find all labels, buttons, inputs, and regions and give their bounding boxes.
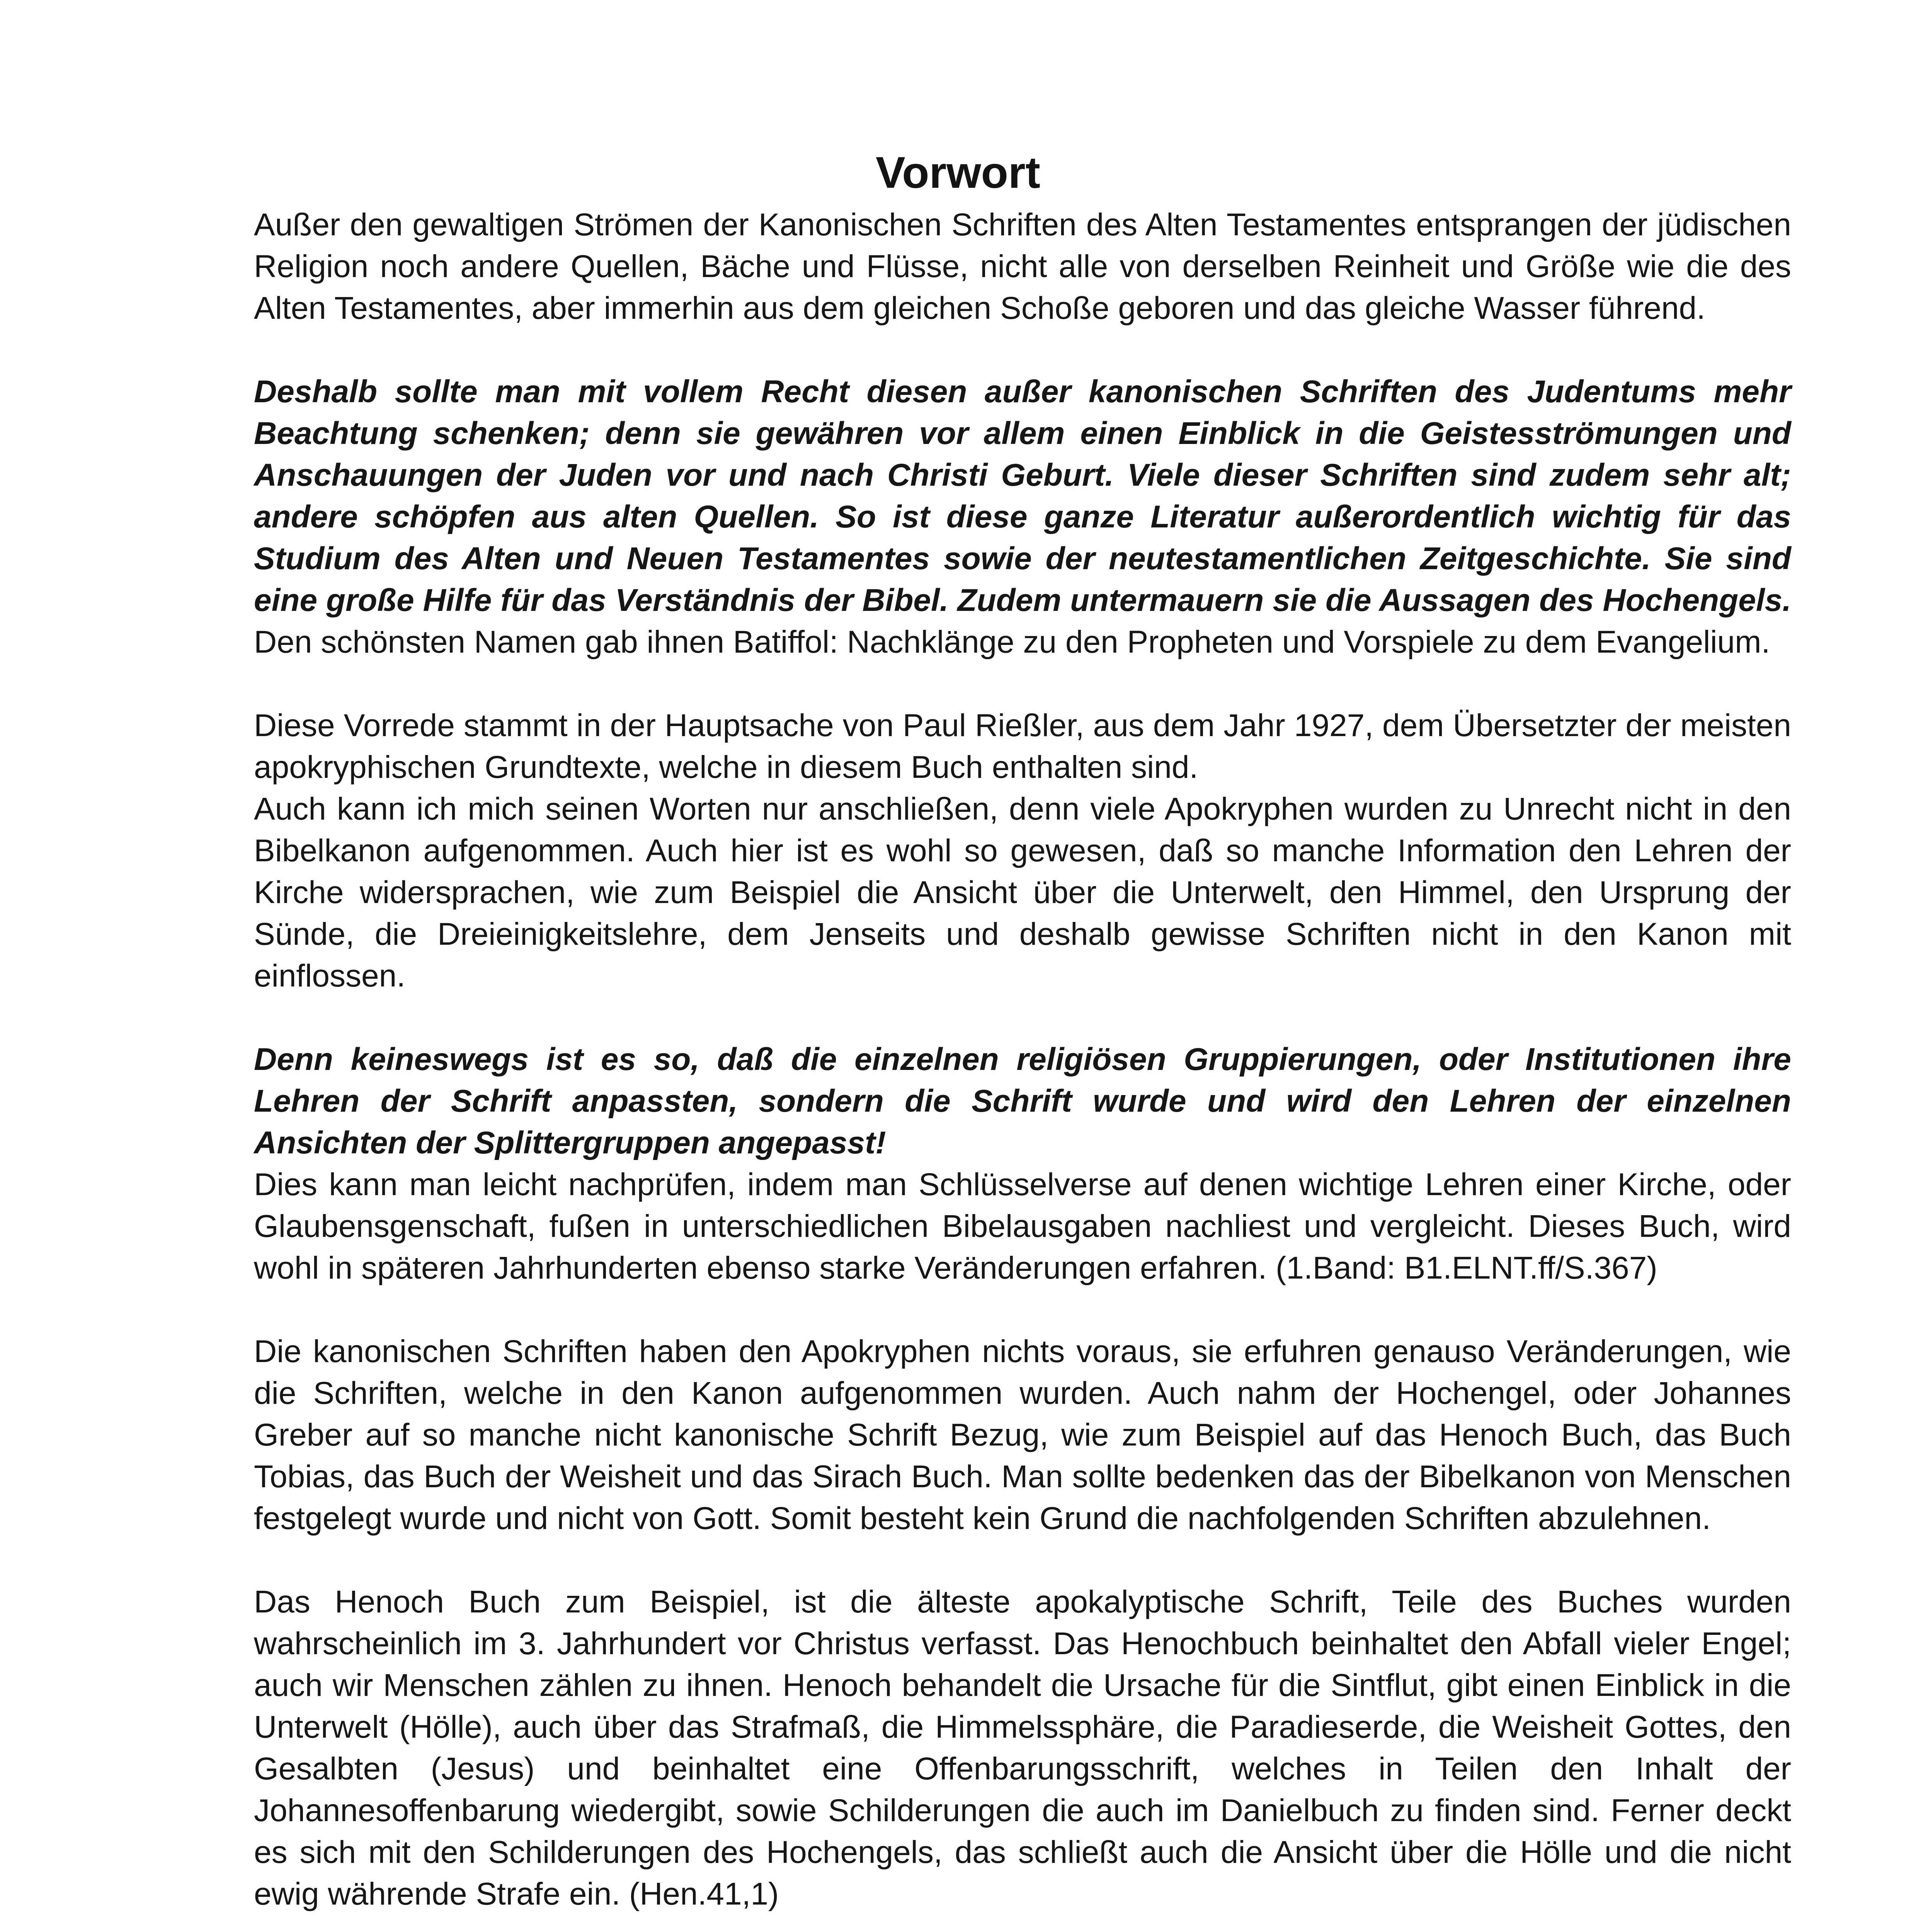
paragraph-6 (254, 1164, 1791, 1289)
paragraph-2-emphasis: Deshalb sollte man mit vollem Recht diesen außer kanonischen Schriften des Judentums mehr Beachtung schenken; denn sie gewähren vor allem einen Einblick in die Geistesströmungen und Anschauungen der Juden vor und nach Christi Geburt. Viele dieser Schriften sind zudem sehr alt; andere schöpfen aus alten Quellen. So ist diese ganze Literatur außerordentlich wichtig für das Studium des Alten und Neuen Testamentes sowie der neutestamentlichen Zeitgeschichte. Sie sind eine große Hilfe für das Verständnis der Bibel. Zudem untermauern sie die Aussagen des Hochengels. (254, 374, 1791, 618)
body-text (254, 204, 1791, 1932)
page-title: Vorwort (876, 148, 1040, 197)
paragraph-2 (254, 371, 1791, 663)
paragraph-7 (254, 1331, 1791, 1539)
paragraph-4-text: Auch kann ich mich seinen Worten nur anschließen, denn viele Apokryphen wurden zu Unrecht nicht in den Bibelkanon aufgenommen. Auch hier ist es wohl so gewesen, daß so manche Information den Lehren der Kirche widersprachen, wie zum Beispiel die Ansicht über die Unterwelt, den Himmel, den Ursprung der Sünde, die Dreieinigkeitslehre, dem Jenseits und deshalb gewisse Schriften nicht in den Kanon mit einflossen. (254, 791, 1791, 993)
paragraph-8 (254, 1581, 1791, 1915)
paragraph-4 (254, 788, 1791, 997)
paragraph-1 (254, 204, 1791, 329)
paragraph-5-emphasis: Denn keineswegs ist es so, daß die einzelnen religiösen Gruppierungen, oder Institutionen ihre Lehren der Schrift anpassten, sondern die Schrift wurde und wird den Lehren der einzelnen Ansichten der Splittergruppen angepasst! (254, 1042, 1791, 1160)
paragraph-2-text: Den schönsten Namen gab ihnen Batiffol: Nachklänge zu den Propheten und Vorspiele zu dem Evangelium. (254, 624, 1770, 660)
paragraph-7-text: Die kanonischen Schriften haben den Apokryphen nichts voraus, sie erfuhren genauso Veränderungen, wie die Schriften, welche in den Kanon aufgenommen wurden. Auch nahm der Hochengel, oder Johannes Greber auf so manche nicht kanonische Schrift Bezug, wie zum Beispiel auf das Henoch Buch, das Buch Tobias, das Buch der Weisheit und das Sirach Buch. Man sollte bedenken das der Bibelkanon von Menschen festgelegt wurde und nicht von Gott. Somit besteht kein Grund die nachfolgenden Schriften abzulehnen. (254, 1334, 1791, 1536)
paragraph-5 (254, 1039, 1791, 1164)
paragraph-1-text: Außer den gewaltigen Strömen der Kanonischen Schriften des Alten Testamentes entsprangen der jüdischen Religion noch andere Quellen, Bäche und Flüsse, nicht alle von derselben Reinheit und Größe wie die des Alten Testamentes, aber immerhin aus dem gleichen Schoße geboren und das gleiche Wasser führend. (254, 207, 1791, 326)
paragraph-3-text: Diese Vorrede stammt in der Hauptsache von Paul Rießler, aus dem Jahr 1927, dem Übersetzter der meisten apokryphischen Grundtexte, welche in diesem Buch enthalten sind. (254, 708, 1791, 785)
paragraph-6-text: Dies kann man leicht nachprüfen, indem man Schlüsselverse auf denen wichtige Lehren einer Kirche, oder Glaubensgenschaft, fußen in unterschiedlichen Bibelausgaben nachliest und vergleicht. Dieses Buch, wird wohl in späteren Jahrhunderten ebenso starke Veränderungen erfahren. (1.Band: B1.ELNT.ff/S.367) (254, 1167, 1791, 1286)
paragraph-8-text: Das Henoch Buch zum Beispiel, ist die älteste apokalyptische Schrift, Teile des Buches wurden wahrscheinlich im 3. Jahrhundert vor Christus verfasst. Das Henochbuch beinhaltet den Abfall vieler Engel; auch wir Menschen zählen zu ihnen. Henoch behandelt die Ursache für die Sintflut, gibt einen Einblick in die Unterwelt (Hölle), auch über das Strafmaß, die Himmelssphäre, die Paradieserde, die Weisheit Gottes, den Gesalbten (Jesus) und beinhaltet eine Offenbarungsschrift, welches in Teilen den Inhalt der Johannesoffenbarung wiedergibt, sowie Schilderungen die auch im Danielbuch zu finden sind. Ferner deckt es sich mit den Schilderungen des Hochengels, das schließt auch die Ansicht über die Hölle und die nicht ewig währende Strafe ein. (Hen.41,1) (254, 1584, 1791, 1912)
paragraph-3 (254, 705, 1791, 788)
